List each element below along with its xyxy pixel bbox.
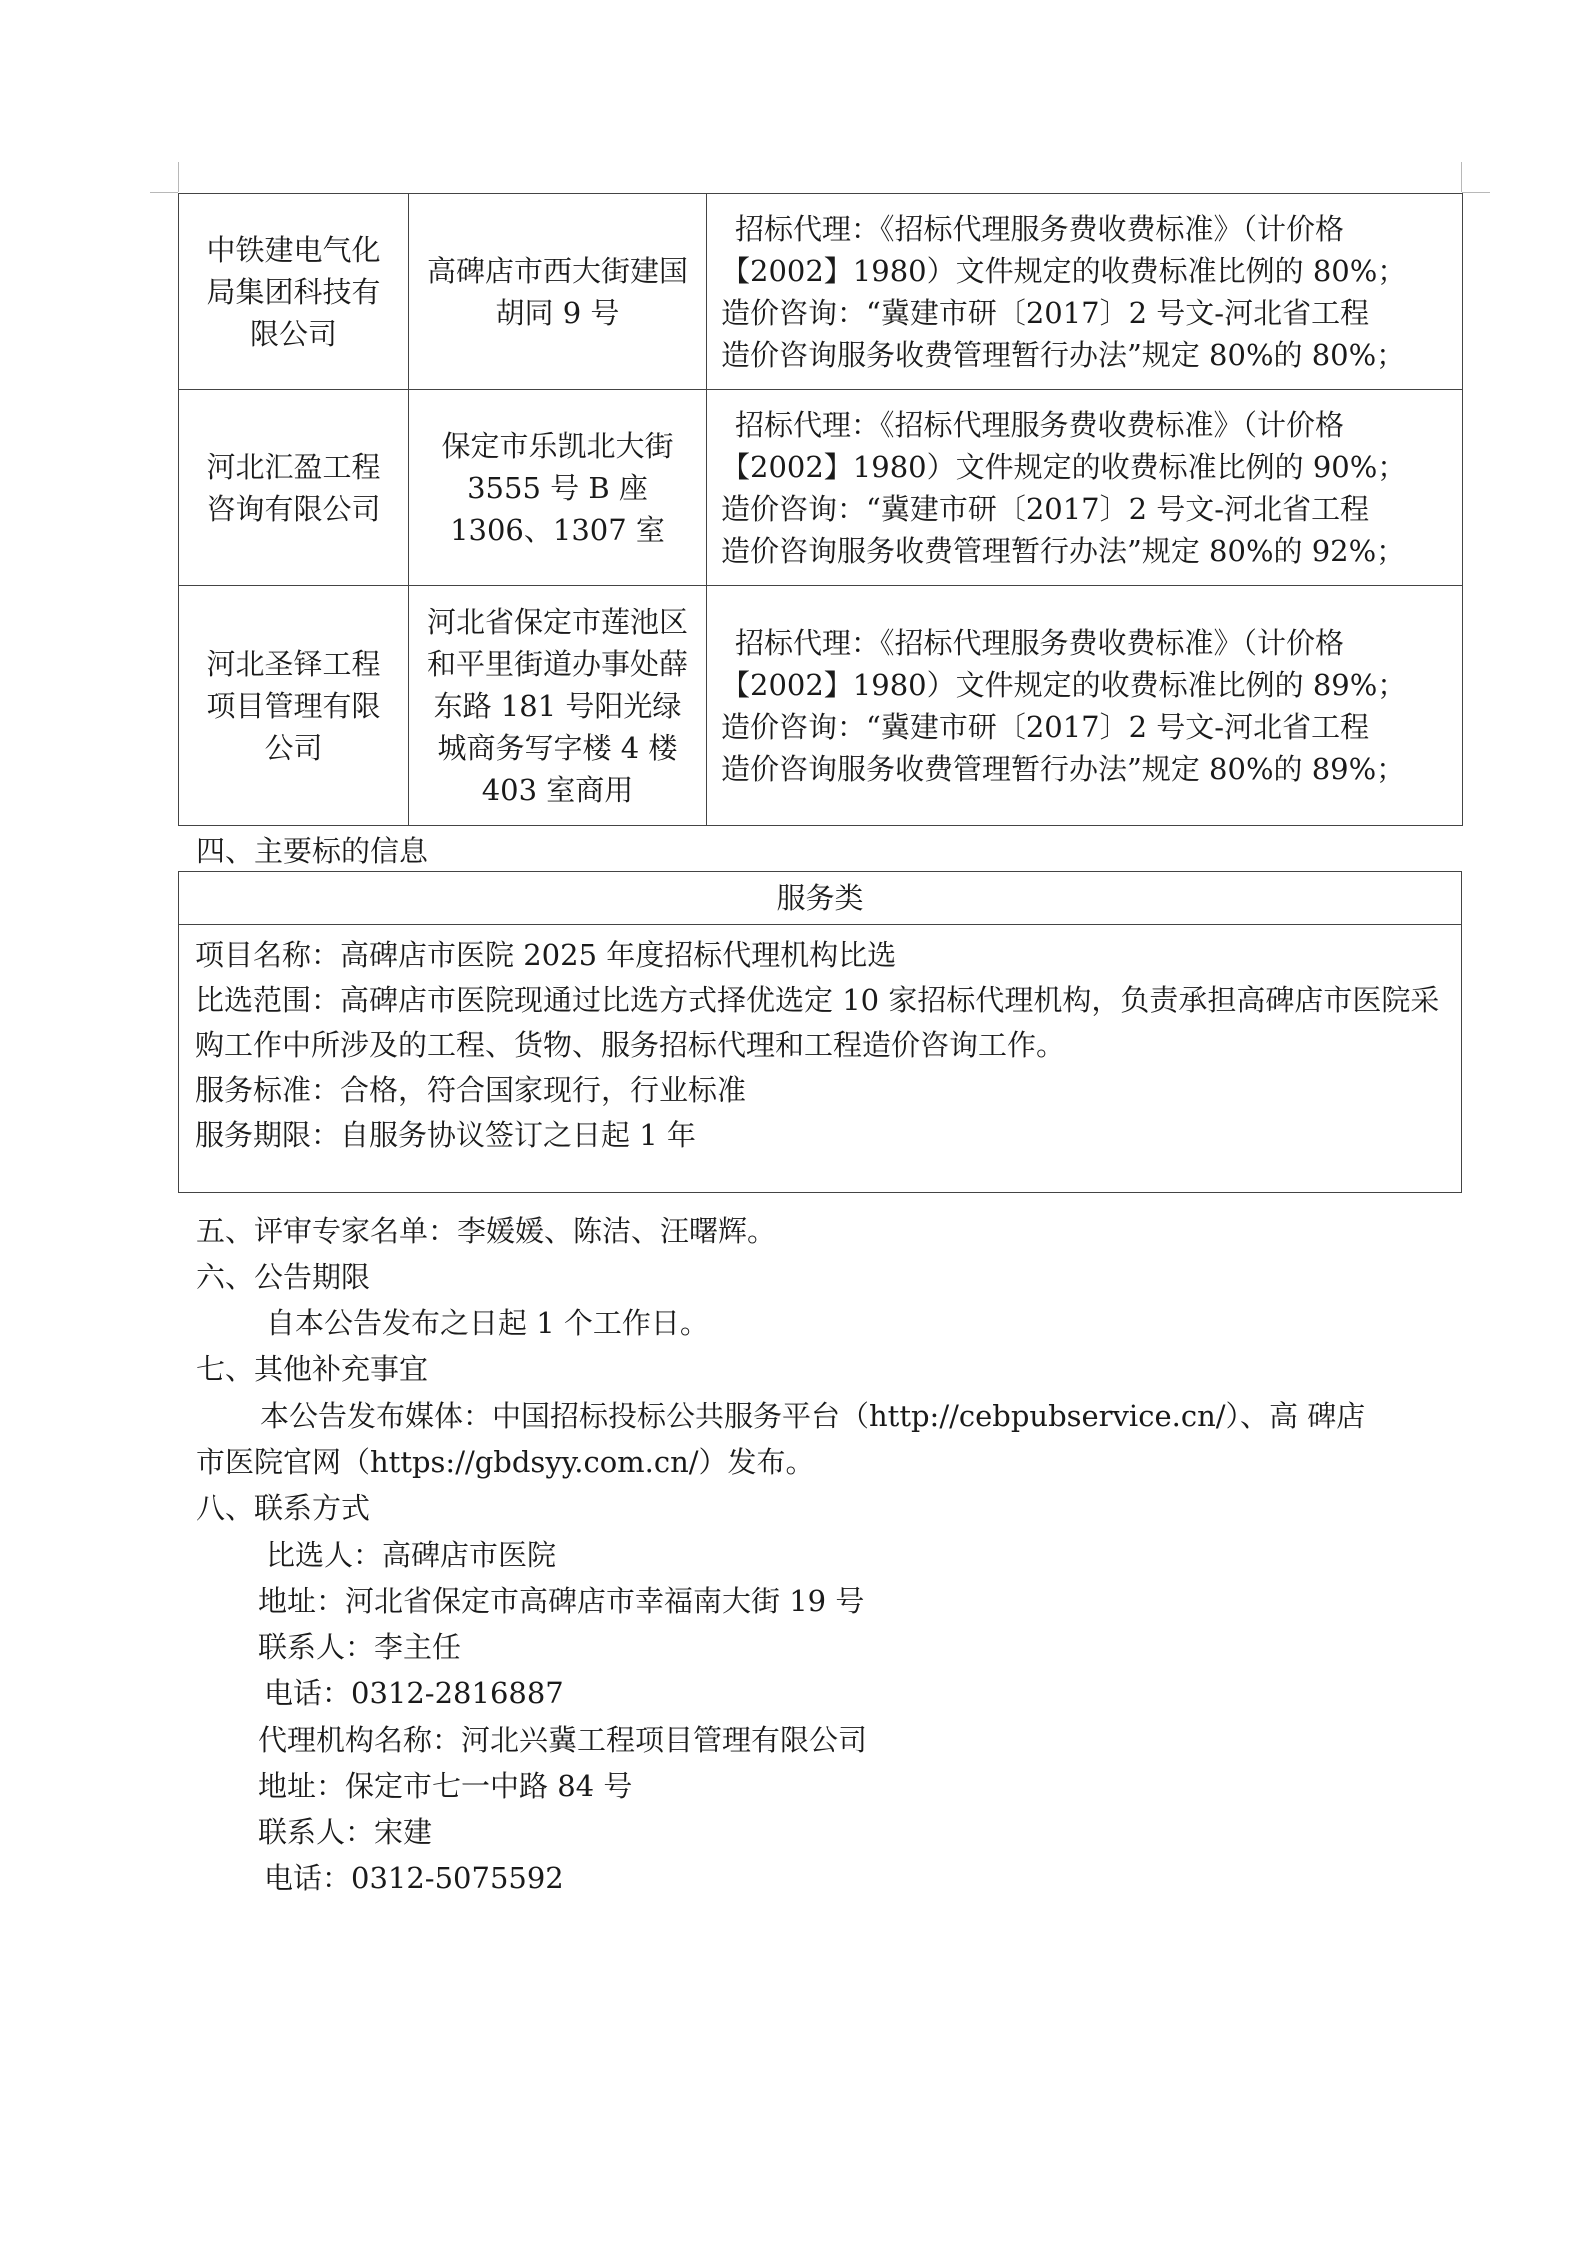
service-info-box (178, 871, 1462, 1193)
fee-cost-text: 造价咨询：“冀建市研〔2017〕2 号文-河北省工程 (721, 295, 1370, 330)
section5-heading: 五、评审专家名单：李媛媛、陈洁、汪曙辉。 (196, 1214, 777, 1248)
section7-heading: 七、其他补充事宜 (196, 1352, 429, 1386)
section4-heading: 四、主要标的信息 (196, 834, 429, 868)
fee-agency-text: 招标代理：《招标代理服务费收费标准》（计价格 (735, 625, 1345, 660)
fee-cost-text-cont: 造价咨询服务收费管理暂行办法”规定 80%的 89%； (721, 751, 1406, 786)
fee-agency-text: 招标代理：《招标代理服务费收费标准》（计价格 (735, 211, 1345, 246)
selection-scope: 比选范围：高碑店市医院现通过比选方式择优选定 10 家招标代理机构，负责承担高碑店市医院采购工作中所涉及的工程、货物、服务招标代理和工程造价咨询工作。 (195, 983, 1440, 1062)
bidder-name: 河北汇盈工程咨询有限公司 (206, 449, 381, 526)
fee-cost-text: 造价咨询：“冀建市研〔2017〕2 号文-河北省工程 (721, 709, 1370, 744)
agency-contact-person: 联系人：宋建 (258, 1815, 433, 1849)
fee-cost-text-cont: 造价咨询服务收费管理暂行办法”规定 80%的 80%； (721, 337, 1406, 372)
bidder-name: 中铁建电气化局集团科技有限公司 (206, 232, 381, 351)
purchaser-contact-person: 联系人：李主任 (258, 1630, 462, 1664)
bidder-table (178, 193, 1463, 826)
bidder-address: 保定市乐凯北大街 3555 号 B 座 1306、1307 室 (441, 428, 674, 547)
fee-cost-text-cont: 造价咨询服务收费管理暂行办法”规定 80%的 92%； (721, 533, 1406, 568)
table-row (179, 586, 1463, 826)
publication-media-text-cont: 市医院官网（https://gbdsyy.com.cn/）发布。 (196, 1445, 815, 1479)
fee-agency-text-cont: 【2002】1980）文件规定的收费标准比例的 90%； (721, 449, 1407, 484)
table-row (179, 390, 1463, 586)
crop-mark-left-horizontal (150, 192, 178, 193)
project-name: 项目名称：高碑店市医院 2025 年度招标代理机构比选 (195, 938, 897, 972)
service-info-body (179, 925, 1461, 1158)
crop-mark-left-vertical (178, 162, 179, 192)
bidder-fee-cell (707, 390, 1463, 586)
purchaser-address: 地址：河北省保定市高碑店市幸福南大街 19 号 (258, 1584, 865, 1618)
fee-agency-text-cont: 【2002】1980）文件规定的收费标准比例的 80%； (721, 253, 1407, 288)
bidder-name-cell (179, 390, 409, 586)
bidder-name-cell (179, 586, 409, 826)
service-period: 服务期限：自服务协议签订之日起 1 年 (195, 1118, 696, 1152)
bidder-address-cell (409, 390, 707, 586)
fee-agency-text: 招标代理：《招标代理服务费收费标准》（计价格 (735, 407, 1345, 442)
table-row (179, 194, 1463, 390)
agency-address: 地址：保定市七一中路 84 号 (258, 1769, 633, 1803)
bidder-address: 河北省保定市莲池区和平里街道办事处薛东路 181 号阳光绿城商务写字楼 4 楼 403 室商用 (426, 604, 688, 807)
agency-phone: 电话：0312-5075592 (264, 1861, 564, 1895)
section6-heading: 六、公告期限 (196, 1260, 371, 1294)
announcement-period-text: 自本公告发布之日起 1 个工作日。 (266, 1306, 709, 1340)
service-category-title: 服务类 (179, 872, 1461, 925)
service-standard: 服务标准：合格，符合国家现行，行业标准 (195, 1073, 747, 1107)
purchaser-name: 比选人：高碑店市医院 (266, 1538, 557, 1572)
bidder-address-cell (409, 586, 707, 826)
fee-agency-text-cont: 【2002】1980）文件规定的收费标准比例的 89%； (721, 667, 1407, 702)
bidder-fee-cell (707, 586, 1463, 826)
crop-mark-right-horizontal (1462, 192, 1490, 193)
bidder-fee-cell (707, 194, 1463, 390)
fee-cost-text: 造价咨询：“冀建市研〔2017〕2 号文-河北省工程 (721, 491, 1370, 526)
publication-media-text: 本公告发布媒体：中国招标投标公共服务平台（http://cebpubservice.cn/）、高 碑店 (260, 1399, 1366, 1433)
bidder-address: 高碑店市西大街建国胡同 9 号 (426, 253, 688, 330)
bidder-name: 河北圣铎工程项目管理有限公司 (206, 646, 381, 765)
purchaser-phone: 电话：0312-2816887 (264, 1676, 564, 1710)
crop-mark-right-vertical (1461, 162, 1462, 192)
bidder-name-cell (179, 194, 409, 390)
bidder-address-cell (409, 194, 707, 390)
section8-heading: 八、联系方式 (196, 1491, 371, 1525)
agency-name: 代理机构名称：河北兴冀工程项目管理有限公司 (258, 1723, 868, 1757)
